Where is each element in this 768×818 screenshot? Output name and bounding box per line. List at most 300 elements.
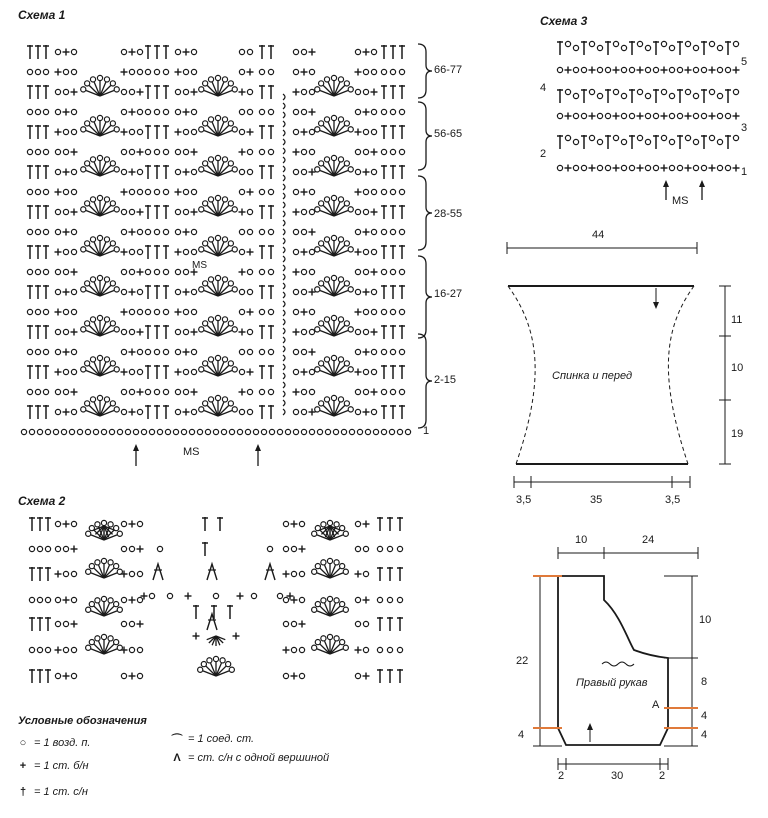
chain-stitch — [293, 349, 298, 354]
chain-stitch — [239, 109, 244, 114]
chain-stitch — [95, 560, 100, 565]
chain-stitch — [121, 621, 126, 626]
chain-stitch — [301, 269, 306, 274]
chain-stitch — [114, 407, 119, 412]
chain-stitch — [315, 287, 320, 292]
chain-stitch — [63, 329, 68, 334]
chain-stitch — [183, 249, 188, 254]
sleeve-dim-top: 24 — [642, 534, 655, 546]
slip-stitch — [283, 373, 285, 379]
chain-stitch — [247, 209, 252, 214]
body-side-right — [668, 286, 694, 464]
body-dim-bottom: 3,5 — [516, 494, 532, 506]
chain-stitch — [71, 597, 76, 602]
chain-stitch — [101, 596, 106, 601]
chain-stitch — [154, 309, 159, 314]
chain-stitch — [27, 69, 32, 74]
chain-stitch — [208, 197, 213, 202]
chain-stitch — [340, 602, 345, 607]
chain-stitch — [163, 229, 168, 234]
chain-stitch — [137, 673, 142, 678]
chain-stitch — [35, 229, 40, 234]
chain-stitch — [283, 621, 288, 626]
chain-stitch — [355, 389, 360, 394]
chain-stitch — [324, 357, 329, 362]
chain-stitch — [259, 229, 264, 234]
chain-stitch — [365, 429, 370, 434]
chain-stitch — [71, 369, 76, 374]
chain-stitch — [55, 409, 60, 414]
chain-stitch — [232, 207, 237, 212]
slip-stitch — [283, 274, 285, 280]
chain-stitch — [355, 409, 360, 414]
chain-stitch — [137, 129, 142, 134]
chain-stitch — [669, 45, 674, 50]
chain-stitch — [45, 647, 50, 652]
chain-stitch — [381, 229, 386, 234]
chain-stitch — [363, 571, 368, 576]
chain-stitch — [43, 309, 48, 314]
chain-stitch — [129, 149, 134, 154]
chain-stitch — [35, 149, 40, 154]
chain-stitch — [283, 597, 288, 602]
double-crochet-icon: † — [19, 786, 27, 798]
sleeve-dim-right: 8 — [701, 676, 708, 688]
range-bracket — [418, 102, 432, 170]
chain-stitch — [301, 149, 306, 154]
chain-stitch — [597, 93, 602, 98]
chain-stitch — [215, 355, 220, 360]
chain-stitch — [381, 109, 386, 114]
chain-stitch — [371, 229, 376, 234]
chain-stitch — [399, 189, 404, 194]
chain-stitch — [293, 129, 298, 134]
chain-stitch — [387, 597, 392, 602]
chain-stitch — [405, 429, 410, 434]
chain-stitch — [35, 269, 40, 274]
chain-stitch — [175, 89, 180, 94]
chain-stitch — [191, 249, 196, 254]
legend-item — [16, 760, 89, 772]
chain-stitch — [121, 521, 126, 526]
chain-stitch — [597, 139, 602, 144]
chain-stitch — [145, 229, 150, 234]
chain-stitch — [89, 602, 94, 607]
chain-stitch — [197, 429, 202, 434]
chain-stitch — [117, 531, 122, 536]
chain-stitch — [381, 189, 386, 194]
chain-stitch — [45, 429, 50, 434]
chain-stitch — [247, 149, 252, 154]
chain-stitch — [175, 269, 180, 274]
chain-stitch — [239, 349, 244, 354]
chain-stitch — [301, 389, 306, 394]
chain-stitch — [117, 569, 122, 574]
chain-stitch — [389, 429, 394, 434]
chain-stitch — [589, 41, 594, 46]
slip-stitch — [283, 112, 285, 118]
chain-stitch — [397, 546, 402, 551]
chain-stitch — [239, 229, 244, 234]
chain-stitch — [27, 229, 32, 234]
chain-stitch — [121, 109, 126, 114]
chain-stitch — [390, 269, 395, 274]
chain-stitch — [129, 189, 134, 194]
chain-stitch — [717, 165, 722, 170]
sleeve-dim-left: 22 — [516, 655, 529, 667]
legend-item — [170, 752, 329, 764]
sleeve-piece-label: Правый рукав — [576, 677, 648, 689]
schema2-title: Схема 2 — [18, 494, 66, 508]
chain-stitch — [71, 349, 76, 354]
chain-stitch — [301, 109, 306, 114]
chain-stitch — [121, 169, 126, 174]
chain-stitch — [129, 209, 134, 214]
chain-stitch — [717, 67, 722, 72]
slip-stitch — [283, 319, 285, 325]
chain-stitch — [229, 429, 234, 434]
chain-stitch — [145, 109, 150, 114]
chain-stitch — [121, 229, 126, 234]
chain-stitch — [154, 389, 159, 394]
chain-stitch — [104, 237, 109, 242]
chain-stitch — [247, 329, 252, 334]
chain-stitch — [175, 289, 180, 294]
chain-stitch — [334, 598, 339, 603]
range-bracket — [418, 334, 432, 428]
chain-stitch — [399, 149, 404, 154]
chain-stitch — [324, 117, 329, 122]
slip-stitch — [283, 121, 285, 127]
chain-stitch — [321, 522, 326, 527]
chain-stitch — [229, 667, 234, 672]
chain-stitch — [581, 67, 586, 72]
chain-stitch — [114, 87, 119, 92]
chain-stitch — [693, 67, 698, 72]
legend-item — [170, 731, 254, 747]
chain-stitch — [291, 621, 296, 626]
chain-stitch — [343, 607, 348, 612]
chain-stitch — [573, 93, 578, 98]
chain-stitch — [43, 189, 48, 194]
sleeve-dim-bottom: 2 — [558, 770, 565, 782]
cluster-stitch-icon: Λ — [173, 752, 181, 764]
chain-stitch — [97, 155, 102, 160]
chain-stitch — [709, 41, 714, 46]
chain-stitch — [239, 69, 244, 74]
chain-stitch — [371, 49, 376, 54]
chain-stitch — [334, 522, 339, 527]
chain-stitch — [397, 647, 402, 652]
chain-stitch — [95, 636, 100, 641]
chain-stitch — [319, 361, 324, 366]
chain-stitch — [344, 401, 349, 406]
chain-stitch — [283, 546, 288, 551]
chain-stitch — [228, 401, 233, 406]
chain-stitch — [685, 135, 690, 140]
chain-stitch — [589, 89, 594, 94]
chain-stitch — [301, 169, 306, 174]
chain-stitch — [293, 229, 298, 234]
chain-stitch — [27, 349, 32, 354]
chain-stitch — [371, 109, 376, 114]
chain-stitch — [338, 397, 343, 402]
chain-stitch — [613, 135, 618, 140]
chain-stitch — [35, 189, 40, 194]
chain-stitch — [390, 349, 395, 354]
chain-stitch — [247, 109, 252, 114]
chain-stitch — [293, 169, 298, 174]
chain-stitch — [733, 135, 738, 140]
chain-stitch — [268, 349, 273, 354]
chain-stitch — [324, 77, 329, 82]
schema3-ms-label: MS — [672, 195, 689, 207]
chain-stitch — [203, 201, 208, 206]
chain-stitch — [371, 189, 376, 194]
chain-stitch — [71, 129, 76, 134]
chain-stitch — [331, 355, 336, 360]
legend-title: Условные обозначения — [18, 715, 147, 727]
chain-stitch — [355, 209, 360, 214]
chain-stitch — [355, 89, 360, 94]
chain-stitch — [199, 327, 204, 332]
chain-stitch — [183, 189, 188, 194]
chain-stitch — [110, 161, 115, 166]
chain-stitch — [199, 87, 204, 92]
chain-stitch — [163, 349, 168, 354]
chain-stitch — [315, 87, 320, 92]
chain-stitch — [45, 597, 50, 602]
chain-stitch — [228, 281, 233, 286]
slip-stitch — [283, 355, 285, 361]
chain-stitch — [114, 602, 119, 607]
chain-stitch — [97, 355, 102, 360]
chain-stitch — [232, 167, 237, 172]
chain-stitch — [301, 89, 306, 94]
chain-stitch — [677, 67, 682, 72]
chain-stitch — [35, 69, 40, 74]
chain-stitch — [109, 429, 114, 434]
chain-stitch — [319, 281, 324, 286]
chain-stitch — [613, 89, 618, 94]
chain-stitch — [129, 309, 134, 314]
chain-stitch — [71, 289, 76, 294]
chain-stitch — [117, 607, 122, 612]
chain-stitch — [145, 149, 150, 154]
chain-stitch — [90, 197, 95, 202]
chain-stitch — [163, 309, 168, 314]
chain-stitch — [21, 429, 26, 434]
chain-stitch — [137, 109, 142, 114]
chain-stitch — [95, 522, 100, 527]
chain-stitch — [90, 357, 95, 362]
chain-stitch — [90, 237, 95, 242]
chain-stitch — [319, 201, 324, 206]
chain-stitch — [173, 429, 178, 434]
body-dim-bottom: 35 — [590, 494, 603, 506]
chain-stitch — [573, 45, 578, 50]
chain-stitch — [371, 69, 376, 74]
chain-stitch — [669, 139, 674, 144]
ms-inner-label: MS — [192, 260, 207, 271]
chain-stitch — [222, 237, 227, 242]
chain-stitch — [573, 113, 578, 118]
chain-stitch — [355, 49, 360, 54]
chain-stitch — [309, 69, 314, 74]
chain-stitch — [205, 429, 210, 434]
chain-stitch — [165, 429, 170, 434]
chain-stitch — [175, 229, 180, 234]
chain-stitch — [121, 597, 126, 602]
body-dim-right: 19 — [731, 428, 744, 440]
chain-stitch — [348, 327, 353, 332]
slip-stitch — [283, 310, 285, 316]
chain-stitch — [110, 281, 115, 286]
chain-stitch — [301, 409, 306, 414]
chain-stitch — [43, 349, 48, 354]
chain-stitch — [344, 121, 349, 126]
chain-stitch — [637, 89, 642, 94]
ms-arrowhead — [255, 444, 261, 451]
chain-stitch — [71, 521, 76, 526]
chain-stitch — [228, 121, 233, 126]
chain-stitch — [157, 546, 162, 551]
chain-stitch — [348, 87, 353, 92]
chain-stitch — [348, 207, 353, 212]
chain-stitch — [387, 546, 392, 551]
chain-stitch — [319, 401, 324, 406]
chain-stitch — [717, 139, 722, 144]
chain-stitch — [90, 157, 95, 162]
chain-stitch — [277, 429, 282, 434]
chain-stitch — [71, 169, 76, 174]
chain-stitch — [709, 135, 714, 140]
chain-stitch — [215, 395, 220, 400]
chain-stitch — [581, 113, 586, 118]
chain-stitch — [348, 407, 353, 412]
chain-stitch — [344, 81, 349, 86]
chain-stitch — [213, 593, 218, 598]
chain-stitch — [363, 89, 368, 94]
chain-stitch — [104, 317, 109, 322]
chain-stitch — [55, 169, 60, 174]
chain-stitch — [309, 269, 314, 274]
chain-stitch — [343, 569, 348, 574]
chain-stitch — [269, 429, 274, 434]
chain-stitch — [199, 127, 204, 132]
chain-stitch — [312, 569, 317, 574]
chain-stitch — [43, 389, 48, 394]
chain-stitch — [693, 113, 698, 118]
chain-stitch — [129, 69, 134, 74]
chain-stitch — [29, 597, 34, 602]
chain-stitch — [268, 69, 273, 74]
chain-stitch — [85, 201, 90, 206]
chain-stitch — [669, 93, 674, 98]
chain-stitch — [191, 129, 196, 134]
slip-stitch — [283, 94, 285, 100]
chain-stitch — [203, 281, 208, 286]
chain-stitch — [324, 317, 329, 322]
chain-stitch — [693, 93, 698, 98]
chain-stitch — [293, 309, 298, 314]
chain-stitch — [312, 607, 317, 612]
chain-stitch — [390, 309, 395, 314]
chain-stitch — [81, 247, 86, 252]
chain-stitch — [163, 189, 168, 194]
chain-stitch — [85, 121, 90, 126]
chain-stitch — [71, 309, 76, 314]
chain-stitch — [199, 407, 204, 412]
chain-stitch — [85, 429, 90, 434]
chain-stitch — [338, 117, 343, 122]
chain-stitch — [733, 89, 738, 94]
chain-stitch — [301, 329, 306, 334]
chain-stitch — [301, 229, 306, 234]
chain-stitch — [97, 315, 102, 320]
chain-stitch — [653, 165, 658, 170]
chain-stitch — [137, 249, 142, 254]
chain-stitch — [237, 429, 242, 434]
chain-stitch — [685, 89, 690, 94]
chain-stitch — [355, 521, 360, 526]
chain-stitch — [121, 49, 126, 54]
chain-stitch — [145, 389, 150, 394]
range-label: 66-77 — [434, 64, 463, 76]
chain-stitch — [324, 397, 329, 402]
chain-stitch — [669, 67, 674, 72]
chain-stitch — [645, 139, 650, 144]
cluster-stitch — [153, 564, 163, 580]
chain-stitch — [104, 277, 109, 282]
chain-stitch — [669, 113, 674, 118]
chain-stitch — [86, 645, 91, 650]
chain-stitch — [228, 81, 233, 86]
chain-stitch — [114, 287, 119, 292]
chain-stitch — [86, 569, 91, 574]
chain-stitch — [309, 149, 314, 154]
chain-stitch — [63, 369, 68, 374]
chain-stitch — [208, 357, 213, 362]
chain-stitch — [43, 69, 48, 74]
chain-stitch — [137, 49, 142, 54]
schema3-title: Схема 3 — [540, 14, 588, 28]
chain-stitch — [399, 229, 404, 234]
chain-stitch — [97, 275, 102, 280]
chain-stitch — [338, 317, 343, 322]
chain-stitch — [213, 656, 218, 661]
chain-stitch — [191, 289, 196, 294]
chain-stitch — [104, 157, 109, 162]
chain-stitch — [371, 309, 376, 314]
legend-text: = ст. с/н с одной вершиной — [188, 752, 330, 764]
chain-stitch — [154, 229, 159, 234]
chain-stitch — [343, 531, 348, 536]
schema3-row-label: 1 — [741, 166, 748, 178]
chain-stitch — [27, 189, 32, 194]
chain-stitch — [701, 165, 706, 170]
chain-stitch — [645, 45, 650, 50]
chain-stitch — [37, 647, 42, 652]
chain-stitch — [207, 658, 212, 663]
chain-stitch — [163, 69, 168, 74]
chain-stitch — [175, 169, 180, 174]
chain-stitch — [55, 621, 60, 626]
chain-stitch — [363, 647, 368, 652]
chain-stitch — [259, 269, 264, 274]
ms-arrowhead — [699, 180, 705, 187]
chain-stitch — [371, 369, 376, 374]
